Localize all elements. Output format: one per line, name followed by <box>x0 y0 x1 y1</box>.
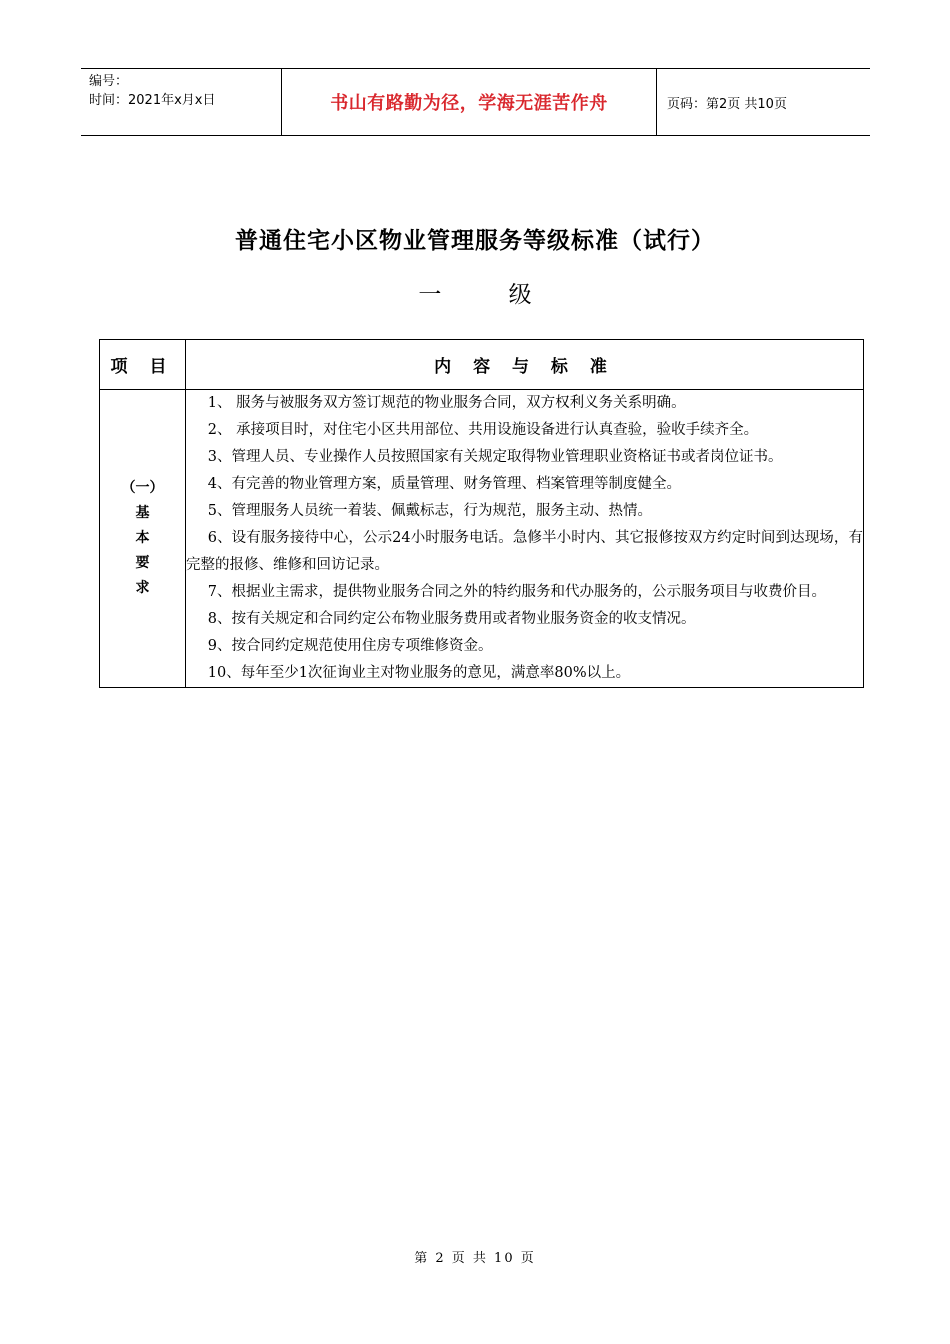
header-page-info: 页码：第2页 共10页 <box>667 96 787 112</box>
clause-item: 7、根据业主需求，提供物业服务合同之外的特约服务和代办服务的，公示服务项目与收费价目。 <box>207 584 826 600</box>
clause-item: 10、每年至少1次征询业主对物业服务的意见，满意率80%以上。 <box>207 665 631 681</box>
standards-table <box>99 339 864 688</box>
clause-item: 5、管理服务人员统一着装、佩戴标志，行为规范，服务主动、热情。 <box>207 503 652 519</box>
section-label-line: 基 <box>135 505 150 521</box>
page-footer: 第 2 页 共 10 页 <box>414 1251 536 1266</box>
table-row <box>100 390 864 688</box>
section-label-line: 求 <box>135 580 150 596</box>
section-label <box>100 390 186 688</box>
number-label: 编号： <box>89 74 129 89</box>
header-content: 内 容 与 标 准 <box>186 340 864 390</box>
clause-item: 1、 服务与被服务双方签订规范的物业服务合同，双方权利义务关系明确。 <box>207 395 686 411</box>
header-meta <box>81 69 281 135</box>
clause-item: 8、按有关规定和合同约定公布物业服务费用或者物业服务资金的收支情况。 <box>207 611 696 627</box>
section-content <box>186 390 864 688</box>
section-label-line: 要 <box>135 555 150 571</box>
clause-item: 9、按合同约定规范使用住房专项维修资金。 <box>207 638 493 654</box>
section-label-line: （一） <box>121 480 164 496</box>
document-level: 一 级 <box>418 282 562 308</box>
table-header-row <box>100 340 864 390</box>
header-motto: 书山有路勤为径，学海无涯苦作舟 <box>281 69 657 135</box>
clause-item: 2、 承接项目时，对住宅小区共用部位、共用设施设备进行认真查验，验收手续齐全。 <box>207 422 759 438</box>
section-label-line: 本 <box>135 530 150 546</box>
clause-item: 6、设有服务接待中心，公示24小时服务电话。急修半小时内、其它报修按双方约定时间到达现场，有完整的报修、维修和回访记录。 <box>186 530 863 573</box>
time-label: 时间：2021年x月x日 <box>89 93 216 108</box>
page-header <box>81 68 870 136</box>
clause-item: 4、有完善的物业管理方案，质量管理、财务管理、档案管理等制度健全。 <box>207 476 681 492</box>
document-title: 普通住宅小区物业管理服务等级标准（试行） <box>235 228 715 254</box>
clause-item: 3、管理人员、专业操作人员按照国家有关规定取得物业管理职业资格证书或者岗位证书。 <box>207 449 783 465</box>
header-item: 项 目 <box>100 340 186 390</box>
